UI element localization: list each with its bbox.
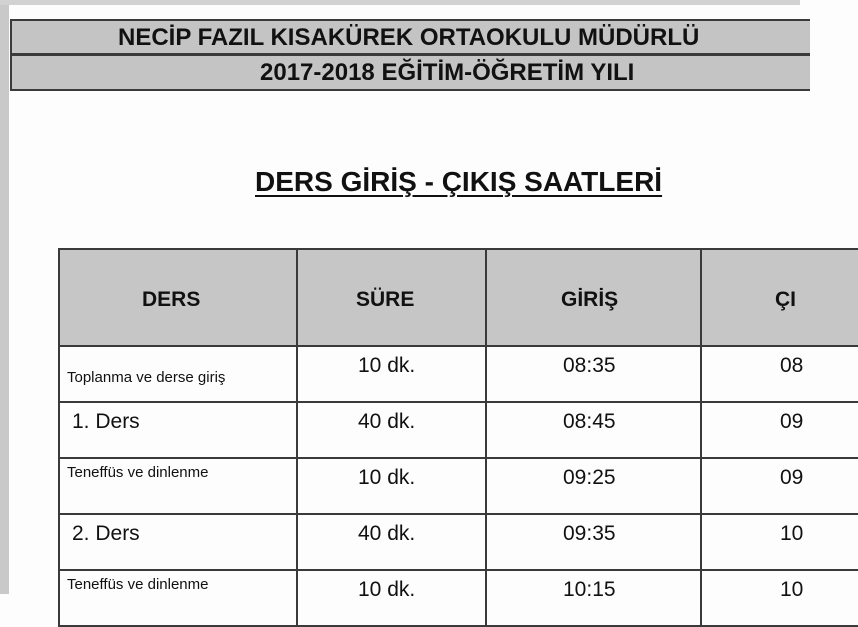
duration: 10 dk. <box>358 354 416 377</box>
end-time: 10 <box>780 522 804 545</box>
header-cell-giris: GİRİŞ <box>485 250 700 345</box>
header-cell-ders: DERS <box>60 250 296 345</box>
table-row <box>60 345 858 401</box>
row-label: 2. Ders <box>72 522 140 545</box>
duration: 40 dk. <box>358 522 416 545</box>
scan-border-top <box>0 0 800 5</box>
table-header-row <box>60 250 858 345</box>
end-time: 10 <box>780 578 804 601</box>
duration: 10 dk. <box>358 466 416 489</box>
duration: 40 dk. <box>358 410 416 433</box>
row-label: Teneffüs ve dinlenme <box>67 464 209 481</box>
table-row <box>60 569 858 625</box>
scan-border <box>0 0 9 594</box>
start-time: 08:45 <box>563 410 616 433</box>
table-row <box>60 401 858 457</box>
start-time: 09:35 <box>563 522 616 545</box>
row-label: Teneffüs ve dinlenme <box>67 576 209 593</box>
header-cell-cikis: ÇI <box>700 250 858 345</box>
end-time: 08 <box>780 354 804 377</box>
end-time: 09 <box>780 410 804 433</box>
academic-year-band <box>10 55 810 91</box>
start-time: 09:25 <box>563 466 616 489</box>
school-name: NECİP FAZIL KISAKÜREK ORTAOKULU MÜDÜRLÜ <box>118 24 700 51</box>
school-name-band <box>10 19 810 55</box>
row-label: 1. Ders <box>72 410 140 433</box>
start-time: 10:15 <box>563 578 616 601</box>
header-cell-sure: SÜRE <box>296 250 485 345</box>
schedule-table <box>58 248 858 627</box>
start-time: 08:35 <box>563 354 616 377</box>
row-label: Toplanma ve derse giriş <box>67 369 226 386</box>
table-row <box>60 513 858 569</box>
end-time: 09 <box>780 466 804 489</box>
duration: 10 dk. <box>358 578 416 601</box>
academic-year: 2017-2018 EĞİTİM-ÖĞRETİM YILI <box>260 59 635 86</box>
page-title: DERS GİRİŞ - ÇIKIŞ SAATLERİ <box>255 166 663 197</box>
table-row <box>60 457 858 513</box>
